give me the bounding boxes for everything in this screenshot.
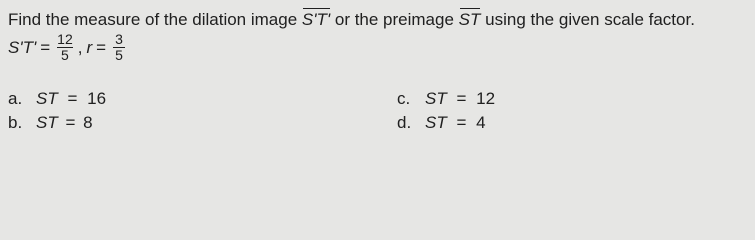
choice-value: 12	[476, 89, 496, 108]
choice-expression	[425, 89, 495, 109]
length-denominator: 5	[61, 47, 69, 63]
image-segment-overline: S'T'	[302, 6, 330, 30]
question-text	[8, 6, 695, 30]
choice-lhs: ST	[36, 113, 58, 132]
choice-eq: =	[456, 89, 467, 108]
choice-letter: c.	[397, 89, 411, 108]
choice-value: 4	[476, 113, 486, 132]
scale-denominator: 5	[115, 47, 123, 63]
choice-letter: d.	[397, 113, 412, 132]
choice-expression	[36, 113, 93, 133]
question-suffix: using the given scale factor.	[485, 10, 695, 29]
question-prefix: Find the measure of the dilation image	[8, 10, 298, 29]
scale-numerator: 3	[115, 31, 123, 47]
choice-value: 8	[83, 113, 93, 132]
question-middle: or the preimage	[334, 10, 454, 29]
choice-eq: =	[67, 89, 78, 108]
choice-eq: =	[456, 113, 467, 132]
given-separator: ,	[77, 37, 83, 57]
choice-expression	[425, 113, 486, 133]
given-segment: S'T'	[8, 37, 37, 57]
scale-factor-equals: =	[96, 37, 107, 57]
choice-b[interactable]	[8, 113, 93, 133]
choice-letter: b.	[8, 113, 23, 132]
choice-d[interactable]	[397, 113, 486, 133]
choice-eq: =	[65, 113, 76, 132]
choice-letter: a.	[8, 89, 23, 108]
choice-lhs: ST	[36, 89, 58, 108]
given-equals: =	[40, 37, 51, 57]
choice-lhs: ST	[425, 113, 447, 132]
scale-factor-fraction	[113, 32, 125, 63]
choice-a[interactable]	[8, 89, 106, 109]
choice-lhs: ST	[425, 89, 447, 108]
choice-expression	[36, 89, 106, 109]
length-numerator: 12	[57, 31, 73, 47]
preimage-segment-overline: ST	[459, 6, 481, 30]
given-values	[8, 32, 128, 63]
choice-value: 16	[87, 89, 107, 108]
scale-factor-var: r	[86, 37, 93, 57]
choice-c[interactable]	[397, 89, 495, 109]
length-fraction	[57, 32, 73, 63]
